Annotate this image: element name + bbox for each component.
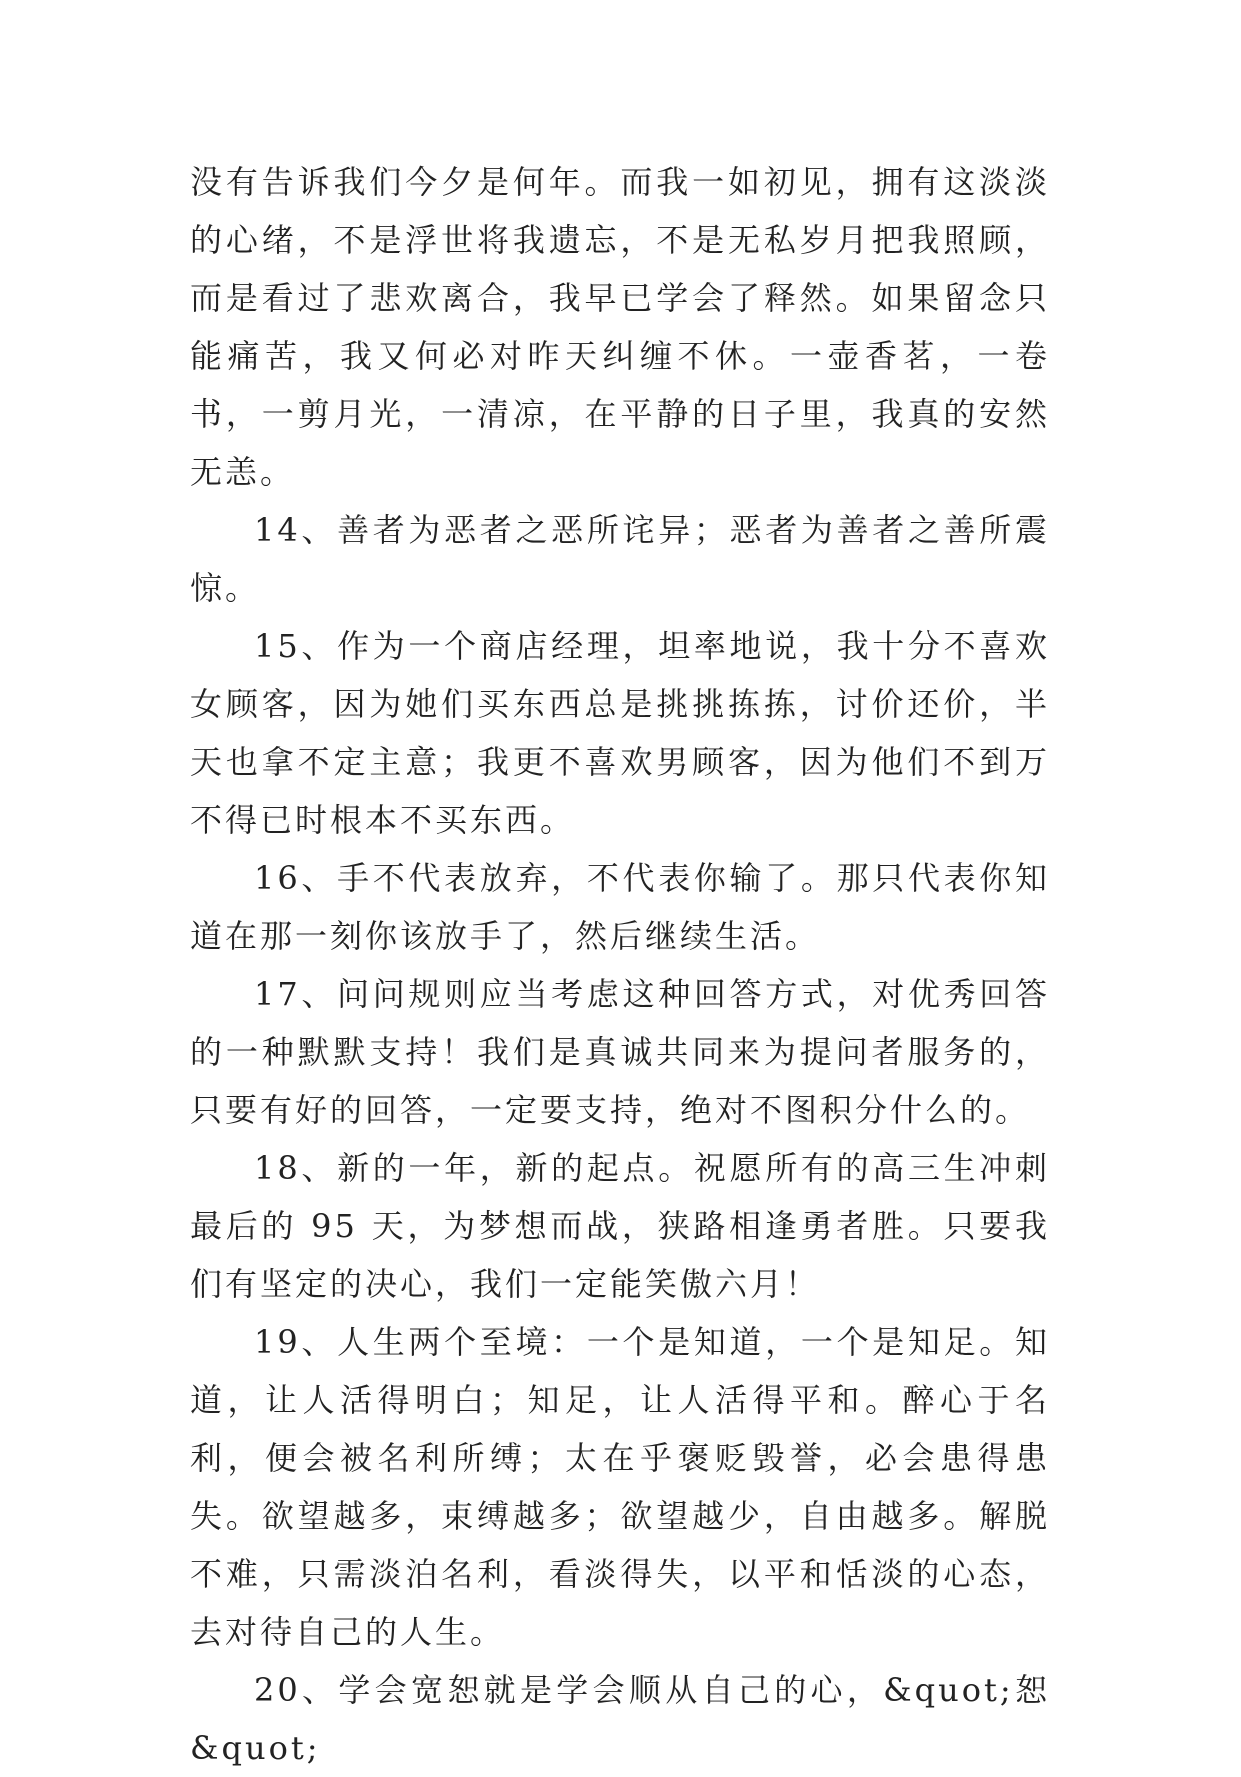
paragraph-item-19: 19、人生两个至境：一个是知道，一个是知足。知道，让人活得明白；知足，让人活得平和。醉心于名利，便会被名利所缚；太在乎褒贬毁誉，必会患得患失。欲望越多，束缚越多；欲望越少，自由越多。解脱不难，只需淡泊名利，看淡得失，以平和恬淡的心态，去对待自己的人生。: [190, 1323, 1050, 1651]
paragraph-item-20: 20、学会宽恕就是学会顺从自己的心，&quot;恕&quot;: [190, 1671, 1050, 1767]
paragraph-item-17: 17、问问规则应当考虑这种回答方式，对优秀回答的一种默默支持！我们是真诚共同来为提问者服务的，只要有好的回答，一定要支持，绝对不图积分什么的。: [190, 975, 1050, 1129]
paragraph-item-15: 15、作为一个商店经理，坦率地说，我十分不喜欢女顾客，因为她们买东西总是挑挑拣拣，讨价还价，半天也拿不定主意；我更不喜欢男顾客，因为他们不到万不得已时根本不买东西。: [190, 627, 1050, 839]
paragraph-item-16: 16、手不代表放弃，不代表你输了。那只代表你知道在那一刻你该放手了，然后继续生活。: [190, 859, 1050, 955]
paragraph-continuation: 没有告诉我们今夕是何年。而我一如初见，拥有这淡淡的心绪，不是浮世将我遗忘，不是无私岁月把我照顾，而是看过了悲欢离合，我早已学会了释然。如果留念只能痛苦，我又何必对昨天纠缠不休。一壶香茗，一卷书，一剪月光，一清凉，在平静的日子里，我真的安然无恙。: [190, 163, 1050, 491]
paragraph-item-14: 14、善者为恶者之恶所诧异；恶者为善者之善所震惊。: [190, 511, 1050, 607]
paragraph-item-18: 18、新的一年，新的起点。祝愿所有的高三生冲刺最后的 95 天，为梦想而战，狭路相逢勇者胜。只要我们有坚定的决心，我们一定能笑傲六月！: [190, 1149, 1050, 1303]
document-body: [190, 153, 1050, 1777]
